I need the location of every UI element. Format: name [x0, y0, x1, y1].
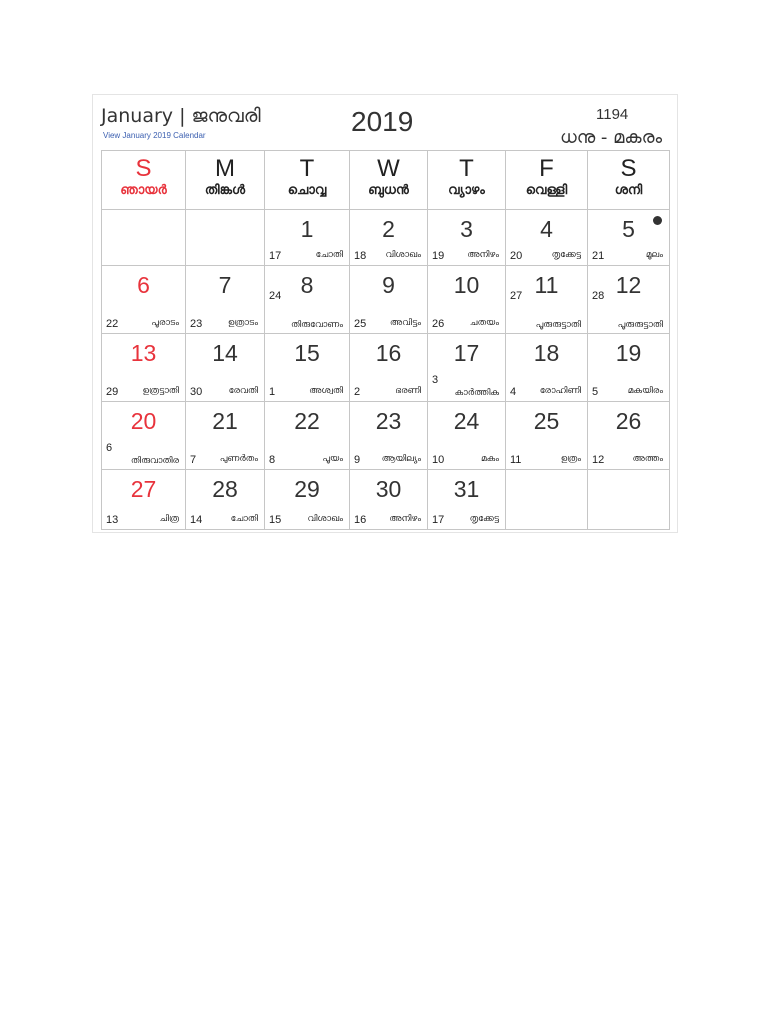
- weekday-sat: [588, 151, 670, 210]
- day-cell-10[interactable]: [428, 266, 506, 334]
- day-number: 5: [622, 216, 635, 242]
- day-number: 22: [294, 408, 320, 434]
- malayalam-date: 12: [592, 454, 605, 466]
- malayalam-date: 20: [510, 250, 523, 262]
- day-cell-3[interactable]: [428, 210, 506, 266]
- nakshatra: അനിഴം: [389, 514, 421, 524]
- day-cell-26[interactable]: [588, 402, 670, 470]
- weekday-ml: ഞായർ: [120, 183, 167, 198]
- year-label: 2019: [351, 106, 414, 137]
- day-number: 17: [453, 340, 480, 366]
- malayalam-date: 5: [592, 386, 599, 398]
- malayalam-date: 18: [354, 250, 367, 262]
- malayalam-date: 10: [432, 454, 445, 466]
- day-cell-15[interactable]: [265, 334, 350, 402]
- malayalam-date: 28: [592, 290, 605, 302]
- day-number: 30: [375, 476, 402, 502]
- day-cell-19[interactable]: [588, 334, 670, 402]
- day-number: 13: [130, 340, 157, 366]
- day-cell-22[interactable]: [265, 402, 350, 470]
- nakshatra: പുണർതം: [219, 454, 258, 464]
- nakshatra: കാർത്തിക: [454, 388, 499, 398]
- malayalam-date: 9: [354, 454, 361, 466]
- day-cell-9[interactable]: [350, 266, 428, 334]
- month-en: January: [101, 105, 174, 127]
- empty-day-cell: [506, 470, 588, 530]
- weekday-en: S: [135, 155, 152, 182]
- day-number: 20: [130, 408, 157, 434]
- day-cell-28[interactable]: [186, 470, 265, 530]
- weekday-ml: തിങ്കൾ: [204, 183, 246, 198]
- nakshatra: വിശാഖം: [385, 250, 421, 260]
- malayalam-date: 6: [106, 442, 113, 454]
- day-number: 12: [615, 272, 642, 298]
- day-cell-13[interactable]: [102, 334, 186, 402]
- nakshatra: ആയില്യം: [381, 454, 421, 464]
- day-cell-12[interactable]: [588, 266, 670, 334]
- weekday-ml: വെള്ളി: [525, 183, 568, 198]
- malayalam-date: 4: [510, 386, 517, 398]
- nakshatra: പൂരാടം: [151, 318, 179, 328]
- malayalam-era-year: 1194: [596, 106, 629, 123]
- nakshatra: ചോതി: [230, 514, 258, 524]
- malayalam-date: 13: [106, 514, 119, 526]
- malayalam-date: 25: [354, 318, 367, 330]
- empty-day-cell: [102, 210, 186, 266]
- nakshatra: രേവതി: [228, 386, 258, 396]
- day-cell-24[interactable]: [428, 402, 506, 470]
- day-cell-14[interactable]: [186, 334, 265, 402]
- calendar-grid: [101, 150, 670, 530]
- nakshatra: രോഹിണി: [539, 386, 581, 396]
- malayalam-date: 19: [432, 250, 445, 262]
- nakshatra: അനിഴം: [467, 250, 499, 260]
- day-cell-2[interactable]: [350, 210, 428, 266]
- weekday-ml: വ്യാഴം: [448, 183, 485, 198]
- nakshatra: ഉത്രട്ടാതി: [142, 386, 179, 396]
- month-title: [101, 105, 261, 127]
- malayalam-date: 26: [432, 318, 445, 330]
- nakshatra: തിരുവോണം: [290, 320, 343, 330]
- day-number: 24: [453, 408, 480, 434]
- day-number: 9: [382, 272, 395, 298]
- malayalam-date: 24: [269, 290, 282, 302]
- weekday-fri: [506, 151, 588, 210]
- nakshatra: അത്തം: [632, 454, 663, 464]
- empty-day-cell: [588, 470, 670, 530]
- day-number: 26: [615, 408, 642, 434]
- month-separator: |: [179, 105, 186, 127]
- nakshatra: പൂരുരുട്ടാതി: [535, 320, 581, 330]
- day-cell-16[interactable]: [350, 334, 428, 402]
- day-number: 29: [294, 476, 320, 502]
- malayalam-date: 11: [510, 454, 522, 466]
- nakshatra: ഉത്രം: [560, 454, 581, 464]
- nakshatra: ചതയം: [469, 318, 499, 328]
- nakshatra: ഉത്രാടം: [227, 318, 258, 328]
- malayalam-date: 27: [510, 290, 523, 302]
- weekday-en: M: [215, 155, 235, 182]
- empty-day-cell: [186, 210, 265, 266]
- day-cell-7[interactable]: [186, 266, 265, 334]
- nakshatra: അശ്വതി: [309, 386, 343, 396]
- month-ml: ജനുവരി: [191, 105, 261, 127]
- weekday-en: T: [459, 155, 474, 182]
- weekday-en: W: [377, 155, 400, 182]
- day-cell-21[interactable]: [186, 402, 265, 470]
- nakshatra: അവിട്ടം: [389, 318, 421, 328]
- day-number: 19: [615, 340, 642, 366]
- malayalam-date: 1: [269, 386, 276, 398]
- day-cell-5[interactable]: [588, 210, 670, 266]
- malayalam-date: 17: [269, 250, 282, 262]
- malayalam-date: 21: [592, 250, 605, 262]
- day-cell-11[interactable]: [506, 266, 588, 334]
- weekday-en: T: [299, 155, 315, 182]
- day-cell-4[interactable]: [506, 210, 588, 266]
- day-number: 18: [533, 340, 560, 366]
- malayalam-date: 14: [190, 514, 203, 526]
- malayalam-date: 29: [106, 386, 119, 398]
- malayalam-date: 23: [190, 318, 203, 330]
- day-number: 28: [212, 476, 238, 502]
- day-number: 25: [533, 408, 560, 434]
- malayalam-date: 7: [190, 454, 197, 466]
- weekday-thu: [428, 151, 506, 210]
- day-number: 1: [300, 216, 314, 242]
- day-cell-8[interactable]: [265, 266, 350, 334]
- day-number: 2: [382, 216, 395, 242]
- day-number: 6: [137, 272, 150, 298]
- view-calendar-link[interactable]: View January 2019 Calendar: [103, 131, 206, 140]
- day-cell-29[interactable]: [265, 470, 350, 530]
- malayalam-date: 16: [354, 514, 367, 526]
- malayalam-date: 8: [269, 454, 276, 466]
- day-cell-27[interactable]: [102, 470, 186, 530]
- weekday-tue: [265, 151, 350, 210]
- malayalam-date: 2: [354, 386, 361, 398]
- weekday-ml: ബുധൻ: [368, 183, 409, 198]
- day-cell-23[interactable]: [350, 402, 428, 470]
- weekday-en: S: [620, 155, 637, 182]
- day-number: 4: [540, 216, 553, 242]
- nakshatra: ഭരണി: [395, 386, 421, 396]
- weekday-ml: ചൊവ്വ: [287, 183, 327, 198]
- day-cell-31[interactable]: [428, 470, 506, 530]
- day-cell-30[interactable]: [350, 470, 428, 530]
- day-number: 3: [460, 216, 473, 242]
- day-number: 21: [212, 408, 238, 434]
- nakshatra: മകം: [480, 454, 499, 464]
- weekday-en: F: [539, 155, 554, 182]
- day-number: 7: [218, 272, 232, 298]
- malayalam-date: 3: [432, 374, 439, 386]
- day-cell-6[interactable]: [102, 266, 186, 334]
- nakshatra: പൂയം: [322, 454, 343, 464]
- day-number: 15: [294, 340, 320, 366]
- day-cell-17[interactable]: [428, 334, 506, 402]
- day-number: 11: [534, 272, 559, 298]
- nakshatra: മൂലം: [645, 250, 663, 260]
- nakshatra: തൃക്കേട്ട: [551, 250, 581, 260]
- nakshatra: ചിത്ര: [159, 514, 179, 524]
- day-number: 27: [130, 476, 157, 502]
- malayalam-date: 22: [106, 318, 119, 330]
- day-cell-18[interactable]: [506, 334, 588, 402]
- day-number: 10: [453, 272, 480, 298]
- weekday-mon: [186, 151, 265, 210]
- day-number: 8: [300, 272, 314, 298]
- day-number: 14: [212, 340, 238, 366]
- nakshatra: പൂരുരുട്ടാതി: [617, 320, 663, 330]
- day-number: 23: [375, 408, 402, 434]
- weekday-wed: [350, 151, 428, 210]
- nakshatra: വിശാഖം: [307, 514, 343, 524]
- nakshatra: മകയിരം: [627, 386, 663, 396]
- day-cell-1[interactable]: [265, 210, 350, 266]
- day-cell-25[interactable]: [506, 402, 588, 470]
- nakshatra: തിരുവാതിര: [130, 456, 179, 466]
- malayalam-date: 15: [269, 514, 282, 526]
- weekday-ml: ശനി: [614, 183, 643, 198]
- malayalam-date: 17: [432, 514, 445, 526]
- weekday-sun: [102, 151, 186, 210]
- nakshatra: തൃക്കേട്ട: [469, 514, 499, 524]
- malayalam-months: ധനു - മകരം: [560, 127, 663, 148]
- malayalam-date: 30: [190, 386, 203, 398]
- day-number: 31: [453, 476, 480, 502]
- day-cell-20[interactable]: [102, 402, 186, 470]
- day-number: 16: [375, 340, 402, 366]
- nakshatra: ചോതി: [315, 250, 343, 260]
